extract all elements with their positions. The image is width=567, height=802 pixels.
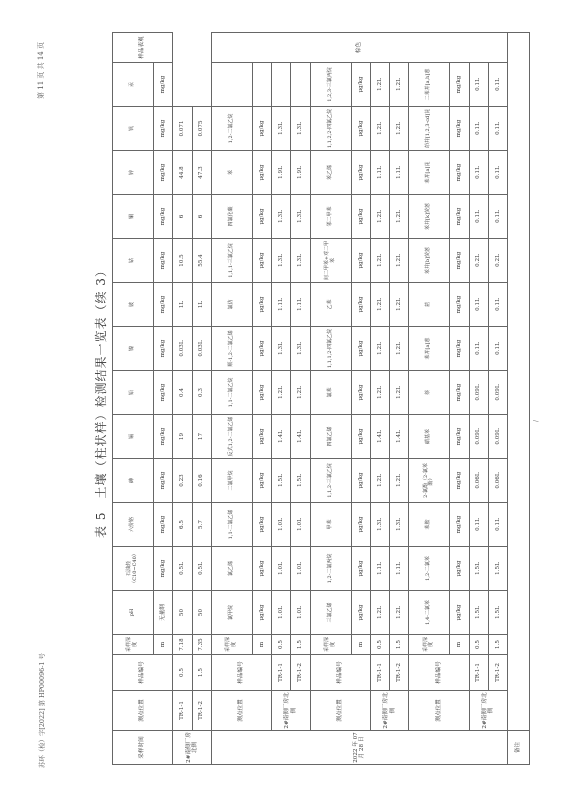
result-value: 0.075 [192,107,211,151]
parameter-name: 2-氯酚（2-氯苯酚） [409,459,450,503]
unit-cell: μg/kg [351,415,370,459]
parameter-name: 钴 [113,239,154,283]
unit-cell: mg/kg [154,459,173,503]
unit-cell: mg/kg [154,63,173,107]
sample-depth: 1.5 [488,635,507,655]
parameter-name: 石油烃（C10~C40） [113,547,154,591]
result-value: 55.4 [192,239,211,283]
parameter-name: 二苯并[a,h]蒽 [409,63,450,107]
result-value: 1.3L [291,195,310,239]
unit-cell: mg/kg [154,503,173,547]
unit-cell: mg/kg [154,239,173,283]
unit-cell: μg/kg [252,327,271,371]
parameter-name: 铅 [113,371,154,415]
unit-cell: mg/kg [450,151,469,195]
result-value: 0.09L [469,371,488,415]
result-value: 0.06L [488,459,507,503]
result-value: 1.1L [390,547,409,591]
parameter-name: 砷 [113,459,154,503]
result-value: 1.2L [291,371,310,415]
unit-cell: mg/kg [450,283,469,327]
result-value: 1.3L [272,327,291,371]
unit-cell: μg/kg [351,547,370,591]
parameter-name: 苯并[k]荧蒽 [409,195,450,239]
result-value: 0.09L [488,415,507,459]
parameter-name: 钒 [113,107,154,151]
result-value: 0.06L [469,459,488,503]
result-value: 0.5L [192,547,211,591]
sample-code: TR-1-2 [488,655,507,691]
result-value: 0.1L [488,107,507,151]
result-value: 0.2L [488,239,507,283]
parameter-name: 甲苯 [310,503,351,547]
result-value: 1.3L [291,107,310,151]
result-value: 17 [192,415,211,459]
unit-cell: μg/kg [351,283,370,327]
result-value: 1.0L [272,503,291,547]
result-value: 1.4L [272,415,291,459]
result-value: 1.5L [469,547,488,591]
unit-cell: μg/kg [252,107,271,151]
unit-cell: 无量纲 [154,591,173,635]
unit-cell: μg/kg [252,503,271,547]
parameter-name: 1,1,1,2-四氯乙烷 [310,327,351,371]
result-value: 1.2L [390,327,409,371]
result-value: 1L [173,283,192,327]
table-row [390,33,409,765]
point-location-header: 测点位置 [310,691,370,731]
parameter-name: 1,1,1-三氯乙烷 [211,239,252,283]
parameter-name: 1,2,3-三氯丙烷 [310,63,351,107]
result-value: 1.1L [370,151,389,195]
parameter-name: 苯乙烯 [310,151,351,195]
result-value: 0.1L [469,503,488,547]
result-value: 0.09L [469,415,488,459]
unit-cell [252,63,271,107]
result-value: 1.5L [291,459,310,503]
result-value [291,63,310,107]
sample-code-header: 样品编号 [409,655,469,691]
result-value: 1.2L [390,591,409,635]
parameter-name: 六价铬 [113,503,154,547]
result-value: 1.1L [390,151,409,195]
result-value: 1.2L [390,195,409,239]
table-row [291,33,310,765]
report-number: 苏环（检）字[2022] 第 HP00096-1 号 [38,653,46,768]
parameter-name: pH [113,591,154,635]
result-value: 1.2L [370,371,389,415]
parameter-name: 1,4-二氯苯 [409,591,450,635]
result-value: 1.3L [370,503,389,547]
unit-cell: μg/kg [252,415,271,459]
parameter-name: 锌 [113,151,154,195]
depth-unit: m [351,635,370,655]
result-value: 1.4L [370,415,389,459]
result-value: 1.4L [390,415,409,459]
result-value: 10.5 [173,239,192,283]
result-value: 47.3 [192,151,211,195]
point-location: 2#南侧厂房北侧 [370,691,408,731]
result-value: 6.5 [173,503,192,547]
unit-cell: μg/kg [351,239,370,283]
parameter-name: 汞 [113,63,154,107]
unit-cell: mg/kg [154,371,173,415]
result-value: 1.5L [488,591,507,635]
result-value: 1.1L [370,547,389,591]
table-row [469,33,488,765]
footer-mark: / [533,419,540,422]
parameter-name [211,63,252,107]
result-value: 1L [192,283,211,327]
unit-cell: mg/kg [450,327,469,371]
result-value: 0.03L [192,327,211,371]
unit-cell: mg/kg [450,371,469,415]
parameter-name: 二氯甲烷 [211,459,252,503]
unit-cell: μg/kg [252,459,271,503]
depth-unit: m [154,635,173,655]
result-value: 44.8 [173,151,192,195]
sample-time-header: 采样时间 [113,731,173,765]
result-value: 1.2L [370,195,389,239]
result-value: 0.4 [173,371,192,415]
result-value: 0.071 [173,107,192,151]
result-value: 0.1L [488,151,507,195]
page-number: 第 11 页 共 14 页 [37,42,45,99]
parameter-name: 氯仿 [211,283,252,327]
sample-code: TR-1-2 [291,655,310,691]
parameter-name: 邻二甲苯 [310,195,351,239]
unit-cell: mg/kg [450,63,469,107]
unit-cell: μg/kg [252,195,271,239]
sample-depth: 1.5 [291,635,310,655]
result-value: 1.0L [291,547,310,591]
result-value: 1.5L [488,547,507,591]
parameter-row [113,33,154,765]
result-value [272,63,291,107]
result-value: 1.2L [370,63,389,107]
point-location: 2#南侧厂房北侧 [173,731,211,765]
parameter-name: 三氯乙烯 [310,591,351,635]
parameter-name: 苯胺 [409,503,450,547]
parameter-name: 1,1-二氯乙烷 [211,371,252,415]
point-location-header: 测点位置 [211,691,271,731]
parameter-name: 氯乙烯 [211,547,252,591]
result-value: 0.1L [469,107,488,151]
sample-code: TR-1-2 [192,691,211,731]
sample-depth: 0.5 [173,655,192,691]
result-value: 0.1L [488,63,507,107]
parameter-name: 硝基苯 [409,415,450,459]
table-row [192,33,211,765]
result-value: 1.0L [272,547,291,591]
result-value: 1.4L [291,415,310,459]
result-value: 1.2L [370,239,389,283]
result-value: 1.2L [390,239,409,283]
unit-cell: mg/kg [154,415,173,459]
unit-cell: mg/kg [450,459,469,503]
parameter-name: 顺-1,2-二氯乙烯 [211,327,252,371]
table-row [272,33,291,765]
depth-header: 采样深度 [409,635,450,655]
result-value: 1.0L [291,503,310,547]
table-row [488,33,507,765]
sample-code: TR-1-1 [469,655,488,691]
result-value: 1.3L [272,107,291,151]
parameter-row [310,33,351,765]
appearance-header: 样品表观 [113,33,173,63]
unit-cell: μg/kg [252,371,271,415]
parameter-name: 1,1-二氯乙烯 [211,503,252,547]
result-value: 1.3L [272,239,291,283]
result-value: 6 [173,195,192,239]
result-value: 0.16 [192,459,211,503]
parameter-name: 苯 [211,151,252,195]
point-location: 2#南侧厂房北侧 [272,691,310,731]
result-value: 0.1L [469,283,488,327]
result-value: 0.1L [488,195,507,239]
parameter-name: 1,2-二氯丙烷 [310,547,351,591]
parameter-name: 苯并[a]芘 [409,151,450,195]
parameter-name: 1,2-二氯乙烷 [211,107,252,151]
unit-cell: μg/kg [351,107,370,151]
result-value: 0.5L [173,547,192,591]
parameter-name: 茚并[1,2,3-cd]芘 [409,107,450,151]
sample-code: TR-1-1 [173,691,192,731]
result-value: 0.1L [488,283,507,327]
result-value: 0.03L [173,327,192,371]
result-value: 1.2L [390,63,409,107]
parameter-name: 四氯化碳 [211,195,252,239]
parameter-name: 1,1,2,2-四氯乙烷 [310,107,351,151]
unit-cell: μg/kg [351,327,370,371]
unit-cell: mg/kg [450,239,469,283]
sample-code: TR-1-2 [390,655,409,691]
unit-cell: μg/kg [351,371,370,415]
unit-cell: mg/kg [154,283,173,327]
depth-header: 采样深度 [211,635,252,655]
sample-depth: 0.5 [272,635,291,655]
result-value: 0.1L [488,327,507,371]
result-value: 1.2L [390,107,409,151]
result-value: 1.2L [370,591,389,635]
result-value: 0.3 [192,371,211,415]
depth-unit: m [252,635,271,655]
result-value: 0.23 [173,459,192,503]
result-value: 1.0L [291,591,310,635]
table-row [173,33,192,765]
result-value: 5.7 [192,503,211,547]
result-value: 1.9L [291,151,310,195]
unit-cell: mg/kg [154,327,173,371]
parameter-name: 1,2-二氯苯 [409,547,450,591]
result-value: 0.2L [469,239,488,283]
sample-depth: 0.5 [469,635,488,655]
result-value: 1.3L [272,195,291,239]
parameter-row [409,33,450,765]
remark-label: 备注 [508,731,530,765]
parameter-name: 1,1,2-三氯乙烷 [310,459,351,503]
unit-cell: μg/kg [450,591,469,635]
unit-cell: μg/kg [351,151,370,195]
result-value: 6 [192,195,211,239]
result-value: 7.18 [173,635,192,655]
result-value: 1.2L [370,283,389,327]
unit-cell: μg/kg [252,151,271,195]
sample-code-header: 样品编号 [113,655,173,691]
result-value: 0.1L [469,327,488,371]
result-value: 1.3L [291,327,310,371]
parameter-name: 苯并[a]蒽 [409,327,450,371]
result-value: 0.1L [469,63,488,107]
parameter-name: 间二甲苯+对二甲苯 [310,239,351,283]
point-location-header: 测点位置 [113,691,173,731]
result-value: 0.1L [488,503,507,547]
unit-cell: mg/kg [154,151,173,195]
result-value: 7.35 [192,635,211,655]
remark-content [508,33,530,731]
result-value: 0.09L [488,371,507,415]
result-value: 1.2L [390,371,409,415]
result-value: 50 [173,591,192,635]
unit-cell: μg/kg [351,63,370,107]
sample-code-header: 样品编号 [211,655,271,691]
result-value: 50 [192,591,211,635]
sample-code: TR-1-1 [370,655,389,691]
depth-header: 采样深度 [310,635,351,655]
result-value: 1.3L [291,239,310,283]
sample-code-header: 样品编号 [310,655,370,691]
result-value: 19 [173,415,192,459]
appearance-value: 棕色 [211,33,507,63]
unit-cell: mg/kg [154,195,173,239]
result-value: 1.1L [291,283,310,327]
unit-cell: mg/kg [154,547,173,591]
parameter-name: 䓛 [409,283,450,327]
result-value: 1.1L [272,283,291,327]
result-value: 1.2L [370,459,389,503]
depth-unit: m [450,635,469,655]
parameter-name: 氯甲烷 [211,591,252,635]
result-value: 1.9L [272,151,291,195]
unit-cell: μg/kg [351,195,370,239]
table-row [370,33,389,765]
unit-cell: mg/kg [450,107,469,151]
result-value: 1.2L [370,327,389,371]
unit-cell: mg/kg [450,195,469,239]
unit-cell: μg/kg [351,503,370,547]
parameter-name: 铜 [113,195,154,239]
result-value: 1.3L [390,503,409,547]
parameter-name: 铍 [113,283,154,327]
unit-cell: mg/kg [154,107,173,151]
result-value: 1.2L [390,459,409,503]
parameter-row [211,33,252,765]
result-value: 1.5L [272,459,291,503]
result-value: 1.2L [370,107,389,151]
table-caption: 表 5 土壤（柱状样）检测结果一览表（续 3） [94,264,108,538]
result-value: 0.1L [469,195,488,239]
unit-cell: mg/kg [450,415,469,459]
sample-depth: 0.5 [370,635,389,655]
point-location: 2#南侧厂房北侧 [469,691,507,731]
sample-depth: 1.5 [390,635,409,655]
unit-cell: μg/kg [252,283,271,327]
sample-depth: 1.5 [192,655,211,691]
unit-cell: μg/kg [252,239,271,283]
sample-code: TR-1-1 [272,655,291,691]
unit-cell: μg/kg [450,547,469,591]
result-value: 1.0L [272,591,291,635]
depth-header: 采样深度 [113,635,154,655]
unit-cell: mg/kg [450,503,469,547]
parameter-name: 苯并[b]荧蒽 [409,239,450,283]
parameter-name: 氯苯 [310,371,351,415]
sample-date: 2022 年 07 月 28 日 [211,731,507,765]
results-table [112,32,530,765]
unit-cell: μg/kg [351,591,370,635]
parameter-name: 镍 [113,327,154,371]
parameter-name: 萘 [409,371,450,415]
result-value: 1.5L [469,591,488,635]
parameter-name: 乙苯 [310,283,351,327]
result-value: 1.2L [390,283,409,327]
parameter-name: 反式1,2-二氯乙烯 [211,415,252,459]
remark-row [508,33,530,765]
result-value: 1.2L [272,371,291,415]
parameter-name: 镉 [113,415,154,459]
parameter-name: 四氯乙烯 [310,415,351,459]
result-value: 0.1L [469,151,488,195]
unit-cell: μg/kg [252,591,271,635]
unit-cell: μg/kg [351,459,370,503]
unit-cell: μg/kg [252,547,271,591]
point-location-header: 测点位置 [409,691,469,731]
